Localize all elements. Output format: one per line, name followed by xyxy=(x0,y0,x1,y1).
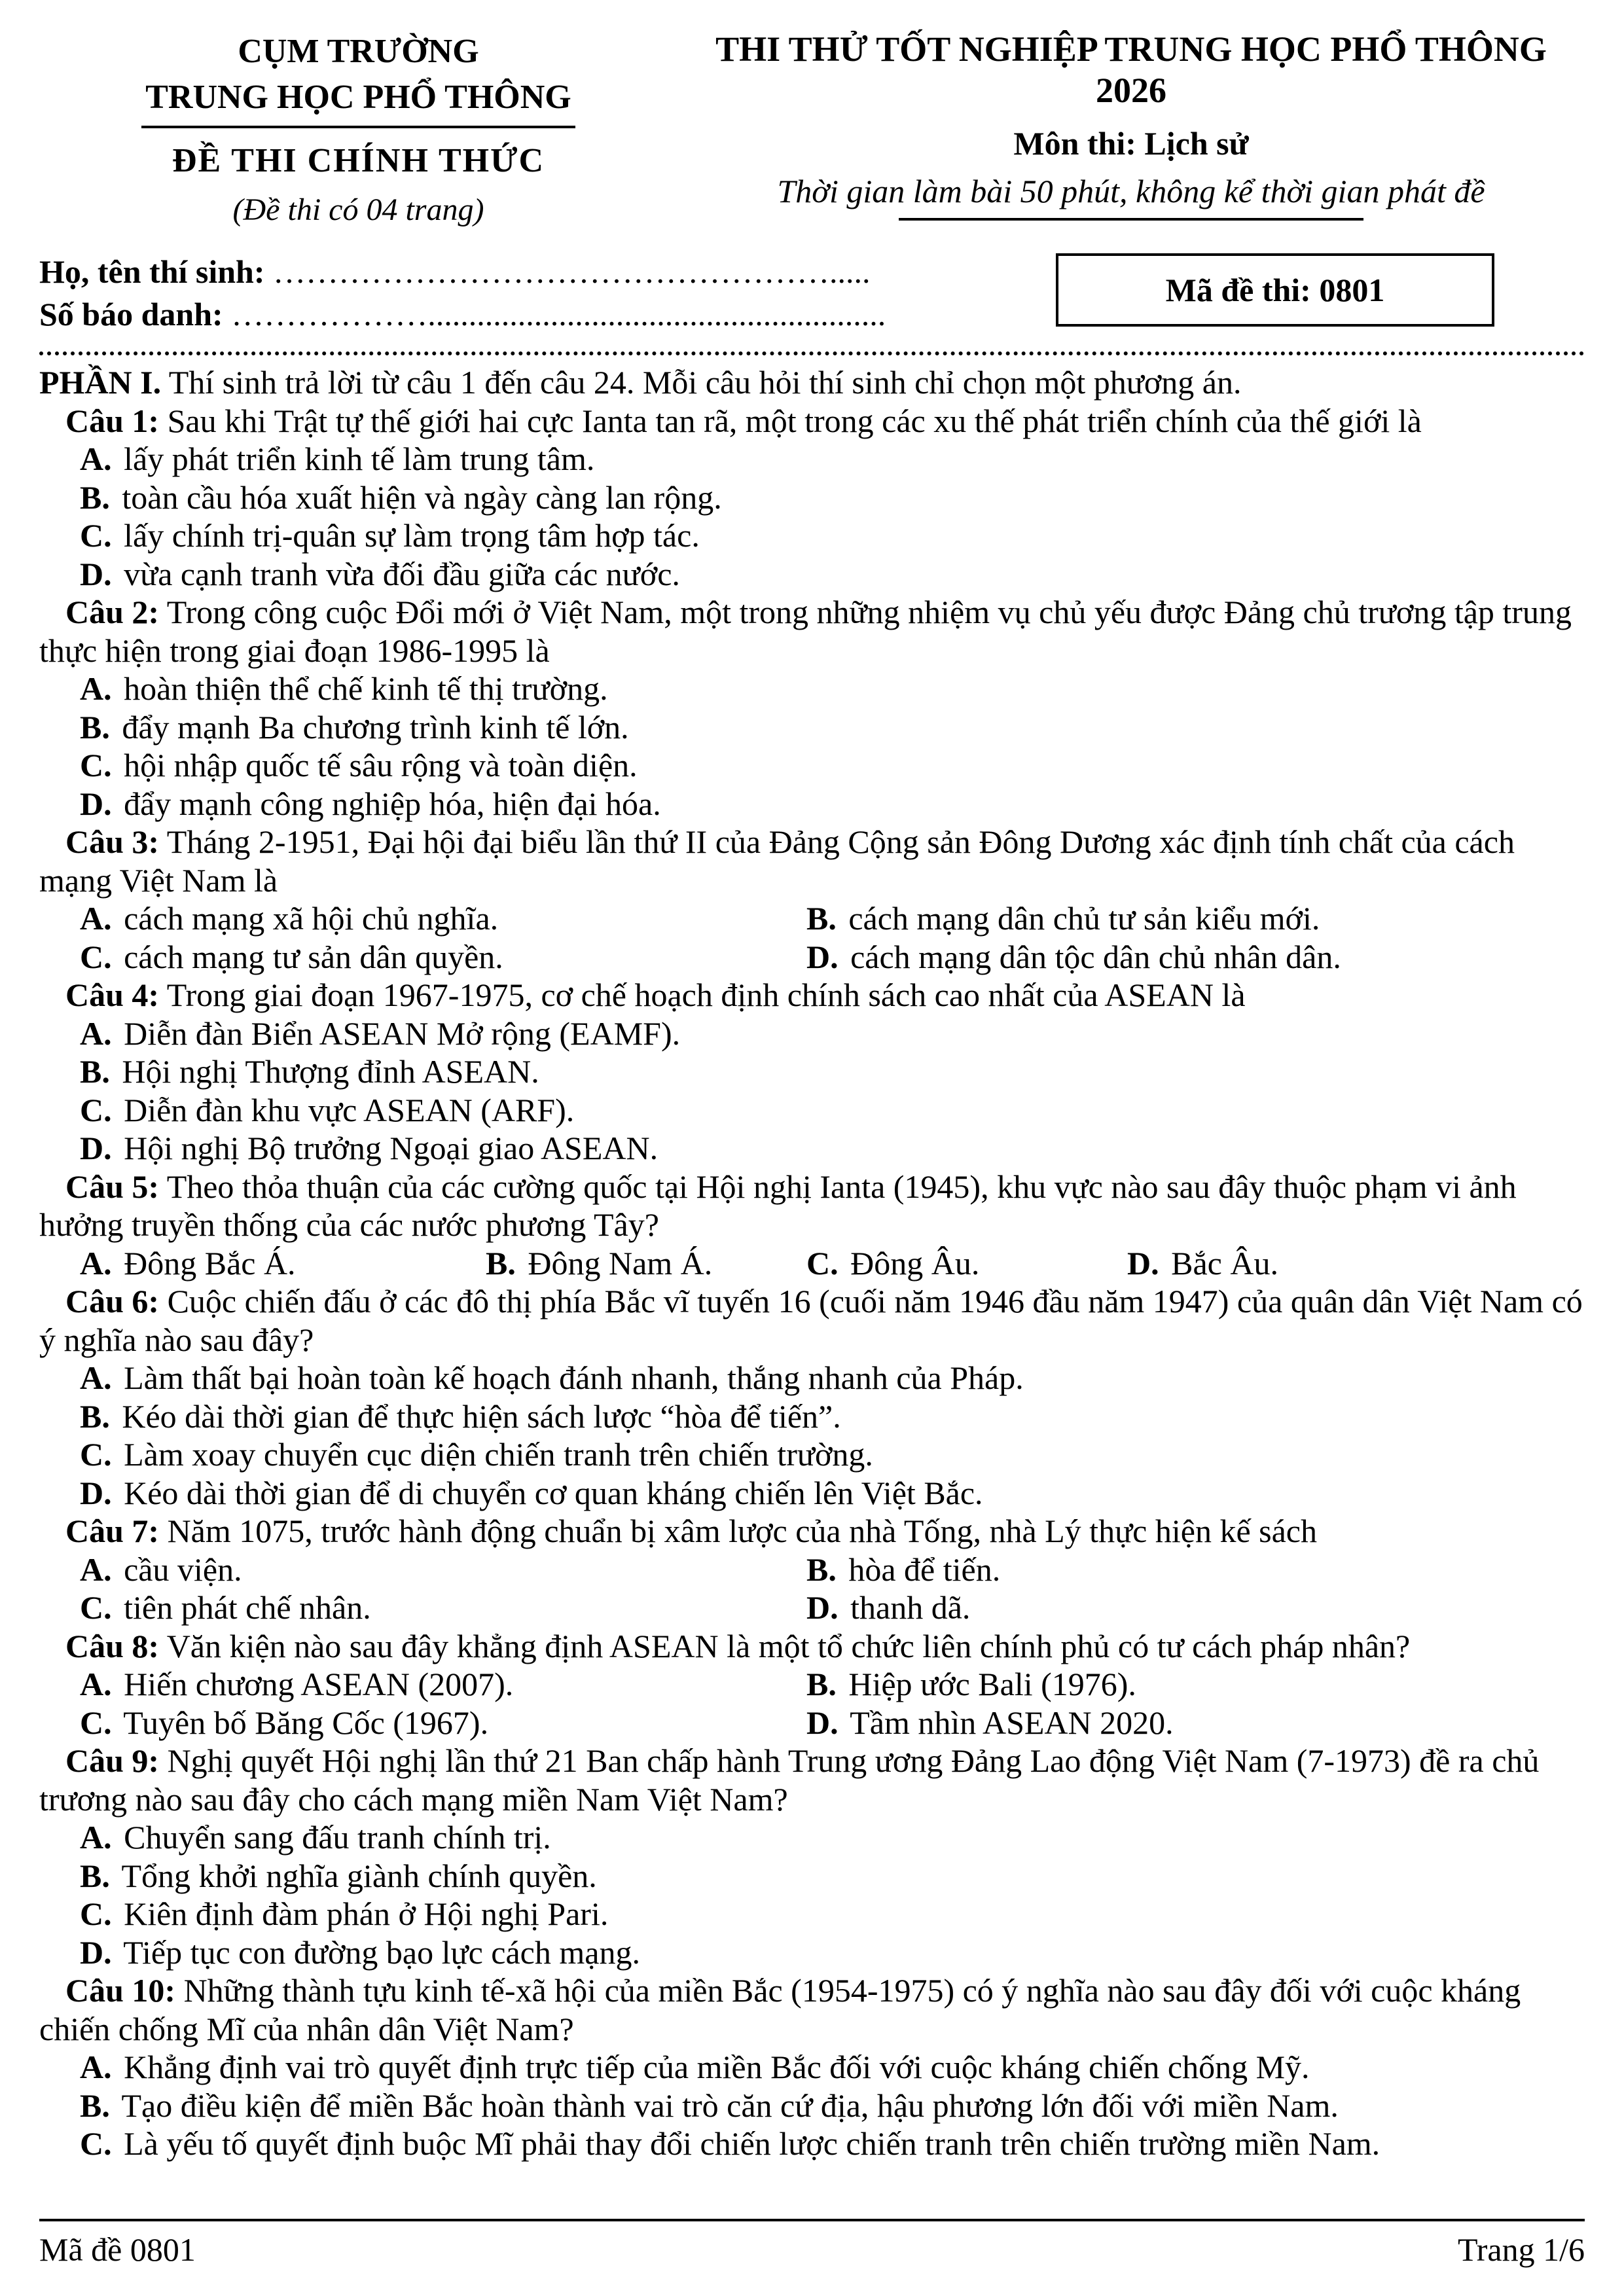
question-8-options xyxy=(80,1665,1585,1742)
exam-subject: Môn thi: Lịch sử xyxy=(1013,125,1249,162)
option-letter: B. xyxy=(80,1857,110,1894)
option-letter: C. xyxy=(80,517,112,554)
option-text: Tạo điều kiện để miền Bắc hoàn thành vai trò căn cứ địa, hậu phương lớn đối với miền Nam. xyxy=(121,2087,1339,2124)
part1-heading xyxy=(39,363,1585,402)
option-text: lấy phát triển kinh tế làm trung tâm. xyxy=(124,440,595,478)
option-text: Kéo dài thời gian để thực hiện sách lược “hòa để tiến”. xyxy=(122,1397,841,1435)
question-5-stem xyxy=(39,1168,1585,1244)
option-text: Kiên định đàm phán ở Hội nghị Pari. xyxy=(124,1895,609,1933)
question-4-option-A xyxy=(80,1014,1585,1053)
question-9-options xyxy=(80,1818,1585,1971)
question-2-option-D xyxy=(80,785,1585,823)
question-4-option-B xyxy=(80,1052,1585,1091)
question-9-option-C xyxy=(80,1895,1585,1933)
question-10-option-C xyxy=(80,2125,1585,2163)
option-text: đẩy mạnh Ba chương trình kinh tế lớn. xyxy=(122,708,629,745)
question-2-label: Câu 2: xyxy=(65,594,160,631)
question-5-option-C xyxy=(806,1244,1127,1283)
option-letter: D. xyxy=(80,555,112,592)
option-letter: A. xyxy=(80,900,112,937)
option-letter: B. xyxy=(80,708,110,745)
option-text: Hội nghị Bộ trưởng Ngoại giao ASEAN. xyxy=(124,1130,659,1167)
question-6-options xyxy=(80,1359,1585,1512)
option-text: Bắc Âu. xyxy=(1171,1244,1278,1282)
questions-container xyxy=(39,402,1585,2163)
question-8-option-D xyxy=(806,1704,1585,1742)
question-1-option-B xyxy=(80,478,1585,517)
option-text: cách mạng tư sản dân quyền. xyxy=(124,938,503,975)
option-letter: D. xyxy=(80,785,112,822)
question-4-option-D xyxy=(80,1129,1585,1168)
option-letter: C. xyxy=(80,938,112,975)
question-10-option-B xyxy=(80,2087,1585,2125)
option-letter: B. xyxy=(806,1551,837,1588)
option-text: vừa cạnh tranh vừa đối đầu giữa các nước. xyxy=(124,555,680,592)
option-text: Hiệp ước Bali (1976). xyxy=(848,1666,1136,1703)
part1-instruction: Thí sinh trả lời từ câu 1 đến câu 24. Mỗi câu hỏi thí sinh chỉ chọn một phương án. xyxy=(168,364,1242,401)
option-text: hòa để tiến. xyxy=(848,1551,1001,1588)
option-text: hoàn thiện thể chế kinh tế thị trường. xyxy=(124,670,608,708)
option-letter: D. xyxy=(1127,1244,1159,1282)
question-1-option-A xyxy=(80,440,1585,478)
option-letter: B. xyxy=(80,2087,110,2124)
option-text: Đông Bắc Á. xyxy=(124,1244,296,1282)
question-2-option-A xyxy=(80,670,1585,708)
org-name-line1: CỤM TRƯỜNG xyxy=(238,33,479,70)
question-2 xyxy=(39,593,1585,823)
option-text: Chuyển sang đấu tranh chính trị. xyxy=(124,1819,551,1856)
question-7-stem xyxy=(39,1512,1585,1551)
org-name-line2-wrap xyxy=(39,75,677,128)
question-6-option-A xyxy=(80,1359,1585,1397)
option-letter: D. xyxy=(806,1704,839,1741)
option-text: hội nhập quốc tế sâu rộng và toàn diện. xyxy=(124,747,638,784)
option-letter: B. xyxy=(80,478,110,516)
footer-exam-code: Mã đề 0801 xyxy=(39,2231,196,2268)
option-letter: C. xyxy=(80,747,112,784)
question-1-text: Sau khi Trật tự thế giới hai cực Ianta tan rã, một trong các xu thế phát triển chính của thế giới là xyxy=(167,402,1422,439)
option-letter: C. xyxy=(80,1091,112,1128)
option-letter: A. xyxy=(80,440,112,478)
question-10 xyxy=(39,1971,1585,2163)
exam-title: THI THỬ TỐT NGHIỆP TRUNG HỌC PHỔ THÔNG 2026 xyxy=(715,29,1547,111)
question-9-option-B xyxy=(80,1857,1585,1895)
option-letter: B. xyxy=(806,900,837,937)
candidate-name-dots: ……………………………………………..... xyxy=(273,253,871,291)
question-10-text: Những thành tựu kinh tế-xã hội của miền Bắc (1954-1975) có ý nghĩa nào sau đây đối với cuộc kháng chiến chống Mĩ của nhân dân Việt Nam? xyxy=(39,1972,1521,2047)
question-7-text: Năm 1075, trước hành động chuẩn bị xâm lược của nhà Tống, nhà Lý thực hiện kế sách xyxy=(167,1513,1317,1550)
option-text: cách mạng dân chủ tư sản kiểu mới. xyxy=(848,900,1320,937)
question-9-text: Nghị quyết Hội nghị lần thứ 21 Ban chấp hành Trung ương Đảng Lao động Việt Nam (7-1973) đề ra chủ trương nào sau đây cho cách mạng miền Nam Việt Nam? xyxy=(39,1742,1540,1818)
exam-type-label: ĐỀ THI CHÍNH THỨC xyxy=(171,142,545,180)
question-5 xyxy=(39,1168,1585,1283)
question-1-stem xyxy=(39,402,1585,440)
option-text: cách mạng dân tộc dân chủ nhân dân. xyxy=(850,938,1341,975)
question-6-option-B xyxy=(80,1397,1585,1436)
option-letter: B. xyxy=(486,1244,516,1282)
option-letter: A. xyxy=(80,1359,112,1397)
question-5-option-B xyxy=(486,1244,806,1283)
question-7-option-A xyxy=(80,1551,806,1589)
question-4-stem xyxy=(39,976,1585,1014)
question-6-stem xyxy=(39,1282,1585,1359)
question-6-option-C xyxy=(80,1435,1585,1474)
question-2-option-B xyxy=(80,708,1585,747)
question-2-options xyxy=(80,670,1585,823)
option-text: Diễn đàn khu vực ASEAN (ARF). xyxy=(124,1091,575,1128)
option-text: Kéo dài thời gian để di chuyển cơ quan kháng chiến lên Việt Bắc. xyxy=(124,1474,983,1511)
question-5-option-D xyxy=(1127,1244,1585,1283)
option-text: thanh dã. xyxy=(850,1589,971,1626)
question-8-label: Câu 8: xyxy=(65,1627,160,1664)
option-text: cách mạng xã hội chủ nghĩa. xyxy=(124,900,499,937)
question-7-options xyxy=(80,1551,1585,1627)
option-text: Tuyên bố Băng Cốc (1967). xyxy=(123,1704,489,1741)
question-6-label: Câu 6: xyxy=(65,1283,160,1320)
question-5-label: Câu 5: xyxy=(65,1168,160,1205)
question-3-option-A xyxy=(80,899,806,938)
option-text: Làm xoay chuyển cục diện chiến tranh trên chiến trường. xyxy=(124,1436,873,1473)
option-letter: C. xyxy=(806,1244,839,1282)
question-4-options xyxy=(80,1014,1585,1168)
question-3-label: Câu 3: xyxy=(65,823,160,861)
option-text: cầu viện. xyxy=(124,1551,242,1588)
question-3-option-B xyxy=(806,899,1585,938)
question-9-label: Câu 9: xyxy=(65,1742,160,1780)
question-9-stem xyxy=(39,1742,1585,1818)
question-1 xyxy=(39,402,1585,594)
question-6-text: Cuộc chiến đấu ở các đô thị phía Bắc vĩ tuyến 16 (cuối năm 1946 đầu năm 1947) của quân dân Việt Nam có ý nghĩa nào sau đây? xyxy=(39,1283,1583,1358)
question-1-label: Câu 1: xyxy=(65,402,160,439)
option-letter: D. xyxy=(80,1933,112,1971)
question-8-option-C xyxy=(80,1704,806,1742)
question-3-options xyxy=(80,899,1585,976)
option-letter: B. xyxy=(80,1053,110,1090)
question-8 xyxy=(39,1627,1585,1742)
question-8-option-A xyxy=(80,1665,806,1704)
option-letter: C. xyxy=(80,1704,112,1741)
question-8-stem xyxy=(39,1627,1585,1666)
option-letter: D. xyxy=(806,1589,839,1626)
option-text: Khẳng định vai trò quyết định trực tiếp của miền Bắc đối với cuộc kháng chiến chống Mỹ. xyxy=(124,2049,1310,2086)
question-1-option-C xyxy=(80,516,1585,555)
candidate-section xyxy=(39,251,1585,342)
question-10-option-A xyxy=(80,2048,1585,2087)
option-letter: D. xyxy=(80,1474,112,1511)
option-text: Là yếu tố quyết định buộc Mĩ phải thay đổi chiến lược chiến tranh trên chiến trường miền Nam. xyxy=(124,2125,1380,2162)
part1-label: PHẦN I. xyxy=(39,364,162,401)
question-3-option-D xyxy=(806,938,1585,977)
question-4-label: Câu 4: xyxy=(65,977,160,1014)
option-text: Hiến chương ASEAN (2007). xyxy=(124,1666,514,1703)
option-text: tiên phát chế nhân. xyxy=(124,1589,371,1626)
footer-page-number: Trang 1/6 xyxy=(1457,2231,1585,2268)
option-letter: D. xyxy=(806,938,839,975)
exam-code-box xyxy=(1056,253,1494,327)
option-letter: C. xyxy=(80,1436,112,1473)
option-letter: A. xyxy=(80,2049,112,2086)
question-7-option-D xyxy=(806,1588,1585,1627)
org-name-line2: TRUNG HỌC PHỔ THÔNG xyxy=(141,75,575,128)
question-1-option-D xyxy=(80,555,1585,594)
option-text: toàn cầu hóa xuất hiện và ngày càng lan rộng. xyxy=(122,478,722,516)
option-letter: A. xyxy=(80,670,112,708)
question-4-option-C xyxy=(80,1091,1585,1130)
option-letter: C. xyxy=(80,1589,112,1626)
question-5-text: Theo thỏa thuận của các cường quốc tại Hội nghị Ianta (1945), khu vực nào sau đây thuộc phạm vi ảnh hưởng truyền thống của các nước phương Tây? xyxy=(39,1168,1517,1244)
question-7-option-B xyxy=(806,1551,1585,1589)
option-text: đẩy mạnh công nghiệp hóa, hiện đại hóa. xyxy=(124,785,661,822)
option-text: Tiếp tục con đường bạo lực cách mạng. xyxy=(123,1933,640,1971)
exam-header xyxy=(39,29,1585,228)
question-7-label: Câu 7: xyxy=(65,1513,160,1550)
option-letter: C. xyxy=(80,1895,112,1933)
option-letter: A. xyxy=(80,1014,112,1052)
question-8-option-B xyxy=(806,1665,1585,1704)
question-5-options xyxy=(80,1244,1585,1283)
option-text: Đông Nam Á. xyxy=(528,1244,713,1282)
question-4-text: Trong giai đoạn 1967-1975, cơ chế hoạch định chính sách cao nhất của ASEAN là xyxy=(166,977,1246,1014)
question-3-option-C xyxy=(80,938,806,977)
candidate-name-label: Họ, tên thí sinh: xyxy=(39,253,265,291)
question-2-text: Trong công cuộc Đổi mới ở Việt Nam, một trong những nhiệm vụ chủ yếu được Đảng chủ trương tập trung thực hiện trong giai đoạn 1986-1995 là xyxy=(39,594,1572,669)
dotted-separator xyxy=(39,351,1585,355)
question-7 xyxy=(39,1512,1585,1627)
duration-rule xyxy=(899,218,1363,221)
question-7-option-C xyxy=(80,1588,806,1627)
option-text: Hội nghị Thượng đỉnh ASEAN. xyxy=(122,1053,539,1090)
pages-note: (Đề thi có 04 trang) xyxy=(232,192,484,228)
option-letter: A. xyxy=(80,1244,112,1282)
option-letter: A. xyxy=(80,1551,112,1588)
option-letter: A. xyxy=(80,1666,112,1703)
question-2-stem xyxy=(39,593,1585,670)
question-10-stem xyxy=(39,1971,1585,2048)
question-10-label: Câu 10: xyxy=(65,1972,176,2009)
header-right-block xyxy=(677,29,1585,221)
question-9-option-A xyxy=(80,1818,1585,1857)
option-letter: B. xyxy=(806,1666,837,1703)
option-text: Đông Âu. xyxy=(850,1244,980,1282)
question-10-options xyxy=(80,2048,1585,2163)
candidate-id-dots: ………………........................................................ xyxy=(231,296,886,333)
option-letter: B. xyxy=(80,1397,110,1435)
option-text: Diễn đàn Biển ASEAN Mở rộng (EAMF). xyxy=(124,1014,681,1052)
option-text: Tầm nhìn ASEAN 2020. xyxy=(850,1704,1174,1741)
candidate-id-label: Số báo danh: xyxy=(39,296,223,333)
option-letter: D. xyxy=(80,1130,112,1167)
question-6 xyxy=(39,1282,1585,1512)
question-5-option-A xyxy=(80,1244,486,1283)
question-4 xyxy=(39,976,1585,1168)
question-3-stem xyxy=(39,823,1585,899)
question-9-option-D xyxy=(80,1933,1585,1972)
exam-code: Mã đề thi: 0801 xyxy=(1165,272,1385,309)
option-letter: A. xyxy=(80,1819,112,1856)
option-letter: C. xyxy=(80,2125,112,2162)
question-8-text: Văn kiện nào sau đây khẳng định ASEAN là một tổ chức liên chính phủ có tư cách pháp nhân? xyxy=(166,1627,1411,1664)
question-6-option-D xyxy=(80,1474,1585,1513)
question-1-options xyxy=(80,440,1585,593)
question-3 xyxy=(39,823,1585,976)
question-3-text: Tháng 2-1951, Đại hội đại biểu lần thứ II của Đảng Cộng sản Đông Dương xác định tính chất của cách mạng Việt Nam là xyxy=(39,823,1515,899)
exam-duration: Thời gian làm bài 50 phút, không kể thời gian phát đề xyxy=(777,172,1485,209)
question-2-option-C xyxy=(80,746,1585,785)
option-text: Tổng khởi nghĩa giành chính quyền. xyxy=(121,1857,597,1894)
question-9 xyxy=(39,1742,1585,1971)
header-left-block xyxy=(39,29,677,228)
page-footer xyxy=(39,2219,1585,2269)
option-text: Làm thất bại hoàn toàn kế hoạch đánh nhanh, thắng nhanh của Pháp. xyxy=(124,1359,1024,1397)
option-text: lấy chính trị-quân sự làm trọng tâm hợp tác. xyxy=(124,517,700,554)
